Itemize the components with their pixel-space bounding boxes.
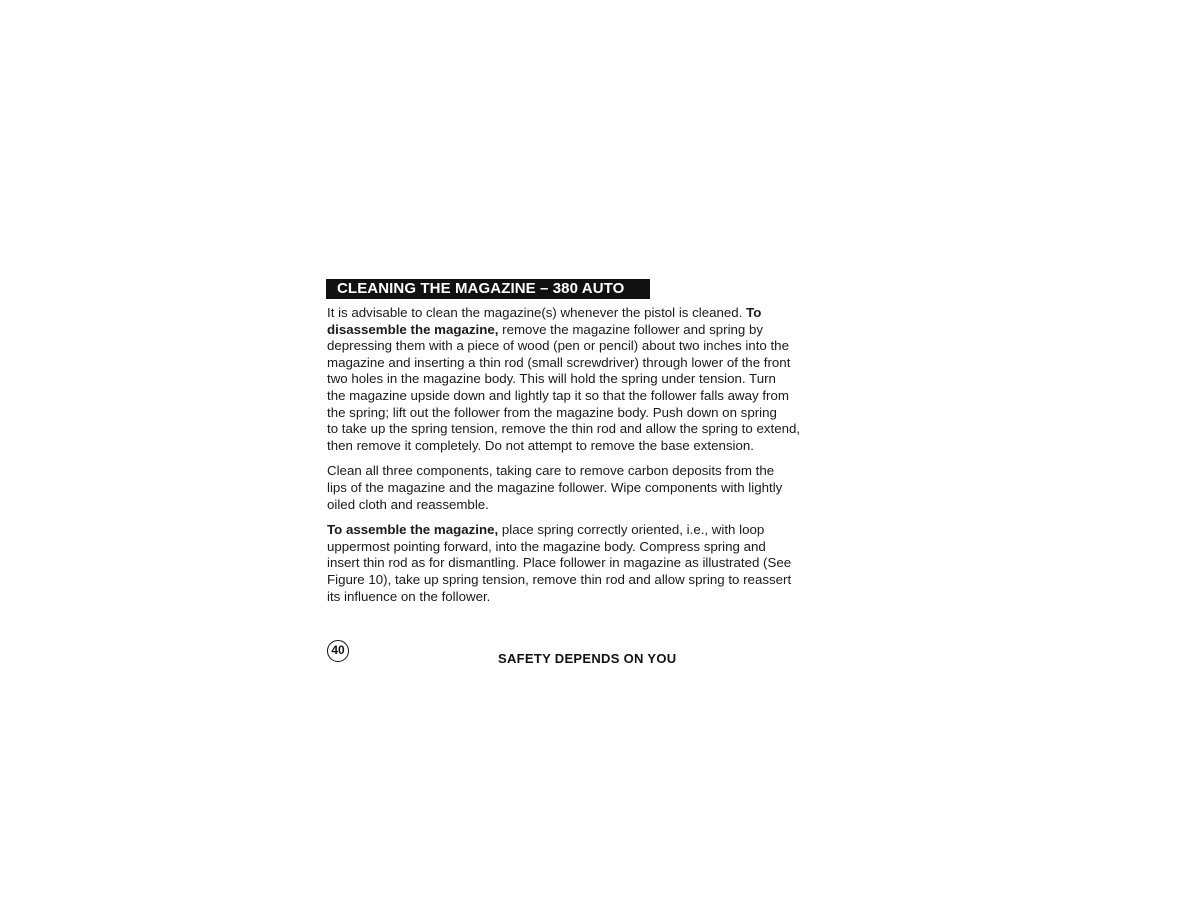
text-run: It is advisable to clean the magazine(s) whenever the pistol is cleaned.: [327, 305, 747, 320]
text-line: [327, 305, 872, 322]
text-line: magazine and inserting a thin rod (small screwdriver) through lower of the front: [327, 354, 791, 370]
body-text: [327, 305, 872, 614]
text-line: lips of the magazine and the magazine follower. Wipe components with lightly: [327, 479, 783, 495]
page-number-badge: 40: [327, 640, 349, 662]
text-run: place spring correctly oriented, i.e., with loop: [498, 522, 765, 538]
paragraph-assemble: [327, 522, 872, 605]
text-line: Figure 10), take up spring tension, remove thin rod and allow spring to reassert: [327, 571, 792, 587]
text-line: uppermost pointing forward, into the magazine body. Compress spring and: [327, 538, 766, 554]
text-run: remove the magazine follower and spring by: [498, 321, 764, 337]
text-run-bold: To: [746, 305, 762, 320]
text-line: insert thin rod as for dismantling. Place follower in magazine as illustrated (See: [327, 555, 792, 571]
text-line: depressing them with a piece of wood (pen or pencil) about two inches into the: [327, 338, 789, 354]
paragraph-disassemble: [327, 305, 872, 454]
text-run-bold: disassemble the magazine,: [327, 321, 499, 337]
text-line: the spring; lift out the follower from the magazine body. Push down on spring: [327, 404, 777, 420]
footer-slogan: SAFETY DEPENDS ON YOU: [498, 651, 677, 666]
text-line: oiled cloth and reassemble.: [327, 496, 489, 512]
text-line: to take up the spring tension, remove the thin rod and allow the spring to extend,: [327, 421, 801, 437]
text-line: Clean all three components, taking care to remove carbon deposits from the: [327, 463, 775, 479]
text-line: [327, 322, 872, 339]
text-line: the magazine upside down and lightly tap it so that the follower falls away from: [327, 387, 789, 403]
text-line: two holes in the magazine body. This will hold the spring under tension. Turn: [327, 371, 776, 387]
text-line: [327, 522, 872, 539]
text-line: then remove it completely. Do not attempt to remove the base extension.: [327, 437, 754, 453]
text-line: its influence on the follower.: [327, 588, 491, 604]
text-run-bold: To assemble the magazine,: [327, 522, 499, 538]
section-heading: CLEANING THE MAGAZINE – 380 AUTO: [326, 279, 650, 299]
paragraph-clean: [327, 463, 872, 513]
